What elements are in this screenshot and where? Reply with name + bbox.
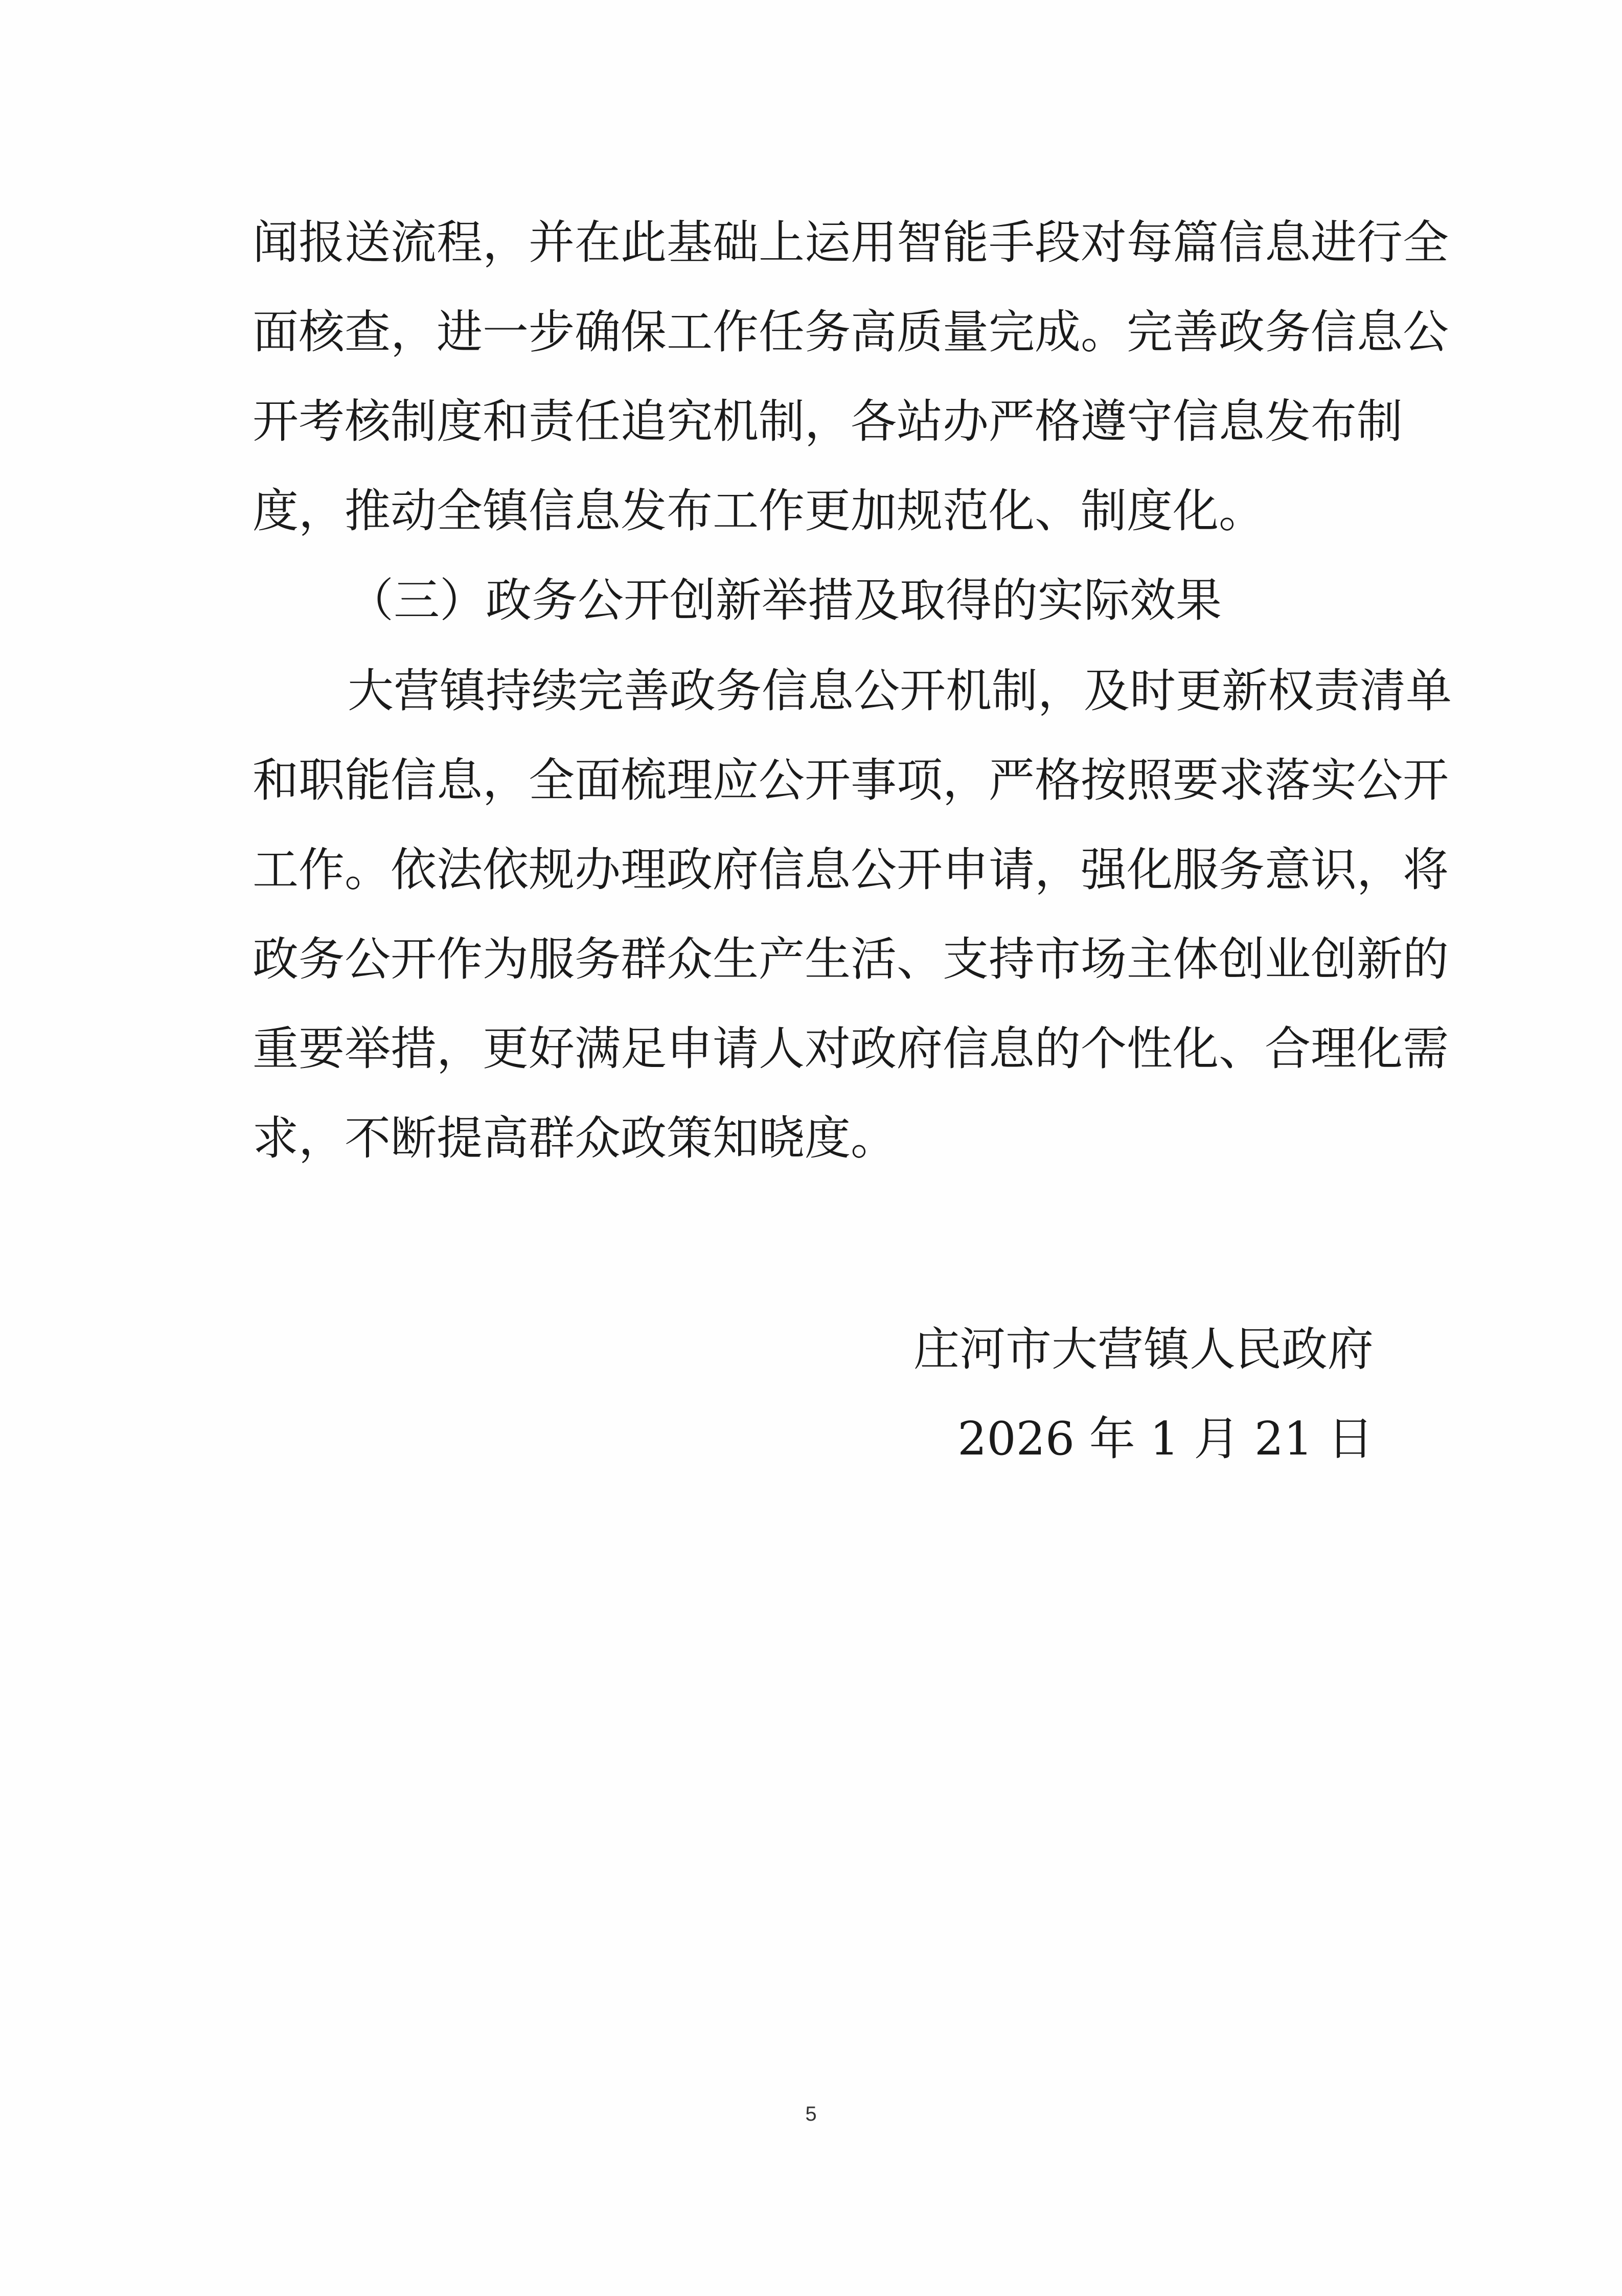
signature-organization: 庄河市大营镇人民政府 (913, 1323, 1374, 1376)
paragraph-1-line-3: 开考核制度和责任追究机制，各站办严格遵守信息发布制 (253, 395, 1403, 448)
paragraph-2-line-5: 重要举措，更好满足申请人对政府信息的个性化、合理化需 (253, 1022, 1449, 1076)
paragraph-2-line-4: 政务公开作为服务群众生产生活、支持市场主体创业创新的 (253, 933, 1449, 986)
paragraph-1-line-2: 面核查，进一步确保工作任务高质量完成。完善政务信息公 (253, 305, 1449, 359)
paragraph-2-line-3: 工作。依法依规办理政府信息公开申请，强化服务意识，将 (253, 843, 1449, 897)
paragraph-1-line-4: 度，推动全镇信息发布工作更加规范化、制度化。 (253, 484, 1265, 538)
paragraph-2-line-1: 大营镇持续完善政务信息公开机制，及时更新权责清单 (348, 664, 1452, 718)
paragraph-2-line-2: 和职能信息，全面梳理应公开事项，严格按照要求落实公开 (253, 754, 1449, 807)
section-heading: （三）政务公开创新举措及取得的实际效果 (348, 574, 1222, 627)
page-number: 5 (805, 2103, 817, 2125)
paragraph-1-line-1: 闻报送流程，并在此基础上运用智能手段对每篇信息进行全 (253, 216, 1449, 269)
paragraph-2-line-6: 求，不断提高群众政策知晓度。 (253, 1111, 897, 1165)
signature-date: 2026 年 1 月 21 日 (957, 1412, 1374, 1466)
